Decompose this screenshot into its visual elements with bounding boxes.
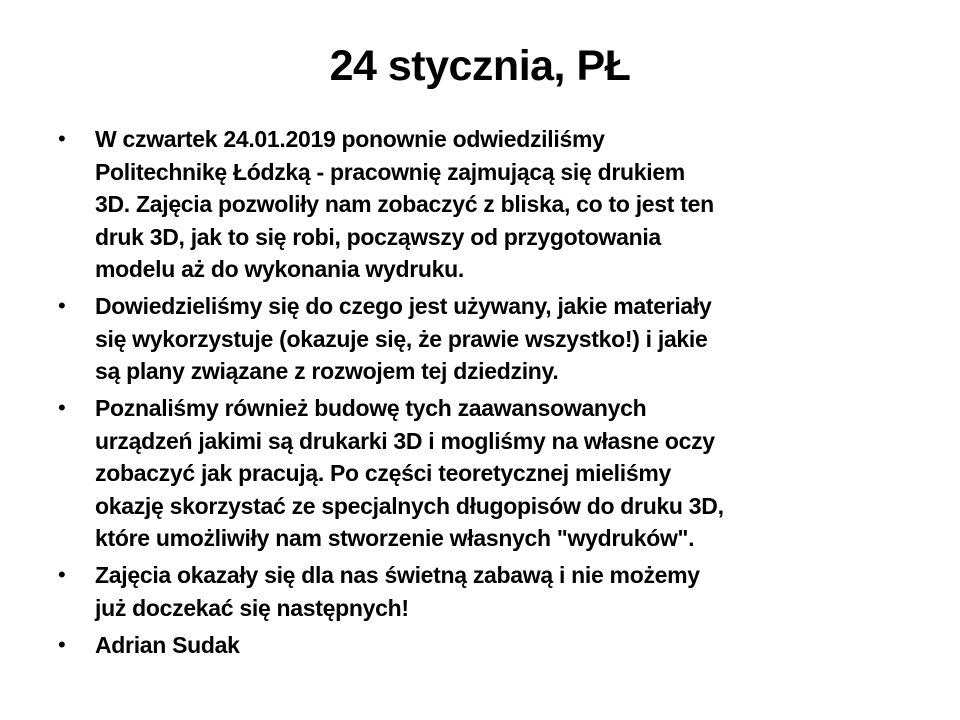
bullet-text-line: Politechnikę Łódzką - pracownię zajmującą się drukiem (95, 158, 685, 185)
bullet-text-line: modelu aż do wykonania wydruku. (95, 256, 464, 282)
bullet-item (58, 559, 938, 624)
bullet-text-line: się wykorzystuje (okazuje się, że prawie wszystko!) i jakie (95, 325, 708, 352)
bullet-item (58, 392, 938, 555)
bullet-text-line: 3D. Zajęcia pozwoliły nam zobaczyć z bliska, co to jest ten (95, 191, 714, 217)
bullet-text-line: już doczekać się następnych! (95, 594, 409, 621)
bullet-item (58, 629, 938, 662)
bullet-text-line: Zajęcia okazały się dla nas świetną zabawą i nie możemy (95, 562, 700, 588)
bullet-icon: • (58, 126, 66, 151)
author-name: Adrian Sudak (95, 631, 240, 658)
bullet-icon: • (58, 395, 66, 420)
bullet-text-line: zobaczyć jak pracują. Po części teoretycznej mieliśmy (95, 460, 671, 486)
bullet-list (58, 123, 938, 666)
bullet-text-line: W czwartek 24.01.2019 ponownie odwiedziliśmy (95, 126, 605, 152)
bullet-icon: • (58, 293, 66, 318)
slide-title: 24 stycznia, PŁ (329, 42, 631, 90)
bullet-text-line: Poznaliśmy również budowę tych zaawansowanych (95, 395, 647, 421)
bullet-text-line: które umożliwiły nam stworzenie własnych "wydruków". (95, 525, 695, 551)
bullet-text-line: druk 3D, jak to się robi, począwszy od przygotowania (95, 223, 661, 250)
bullet-text-line: urządzeń jakimi są drukarki 3D i mogliśmy na własne oczy (95, 427, 715, 454)
bullet-icon: • (58, 631, 66, 657)
bullet-text-line: są plany związane z rozwojem tej dziedziny. (95, 358, 559, 384)
bullet-text-line: okazję skorzystać ze specjalnych długopisów do druku 3D, (95, 492, 724, 519)
bullet-icon: • (58, 562, 66, 587)
bullet-item (58, 123, 938, 286)
bullet-item (58, 290, 938, 388)
bullet-text-line: Dowiedzieliśmy się do czego jest używany, jakie materiały (95, 293, 712, 319)
